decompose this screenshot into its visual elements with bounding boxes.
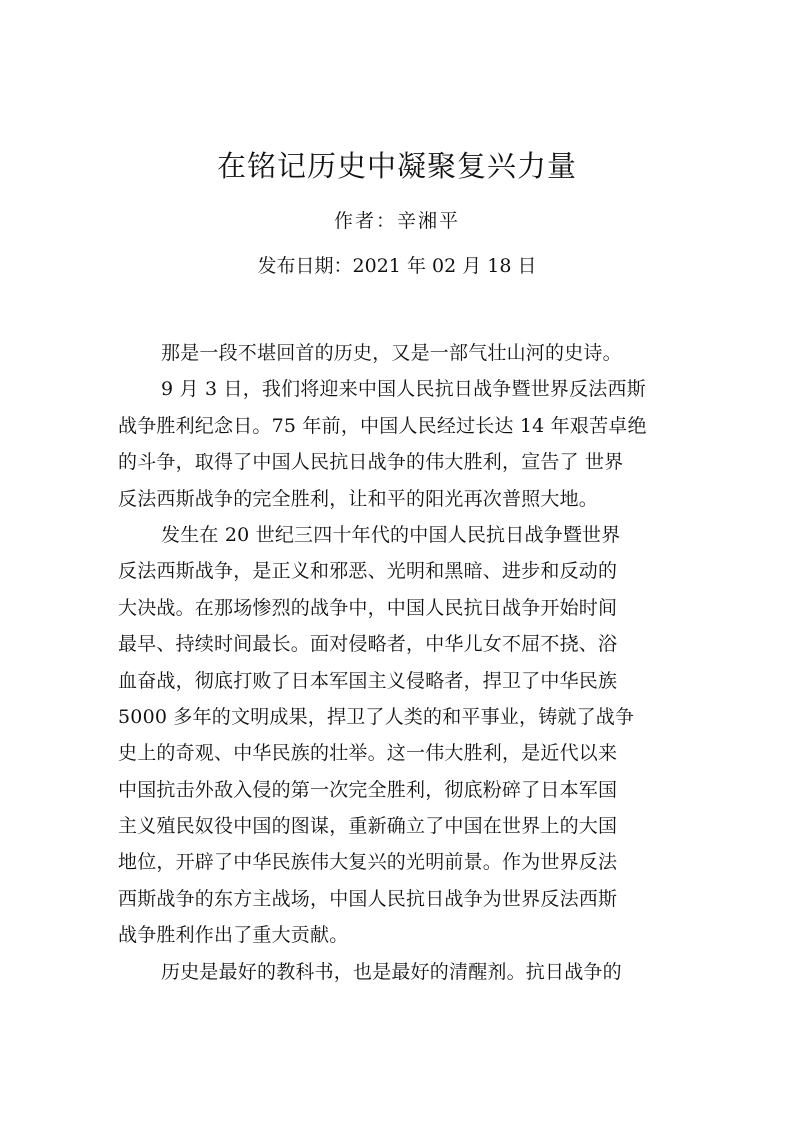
paragraph-2-line-1: 9 月 3 日，我们将迎来中国人民抗日战争暨世界反法西斯 <box>161 378 646 401</box>
paragraph-2-line-4: 反法西斯战争的完全胜利，让和平的阳光再次普照大地。 <box>118 487 599 510</box>
publish-date: 发布日期：2021 年 02 月 18 日 <box>257 255 537 277</box>
paragraph-4-line-1: 历史是最好的教科书，也是最好的清醒剂。抗日战争的 <box>161 960 622 983</box>
document-title: 在铭记历史中凝聚复兴力量 <box>216 149 577 183</box>
paragraph-2-line-3: 的斗争，取得了中国人民抗日战争的伟大胜利，宣告了 世界 <box>118 451 624 474</box>
paragraph-3-line-11: 西斯战争的东方主战场，中国人民抗日战争为世界反法西斯 <box>118 887 618 910</box>
paragraph-3-line-10: 地位，开辟了中华民族伟大复兴的光明前景。作为世界反法 <box>118 851 618 874</box>
paragraph-2-line-2: 战争胜利纪念日。75 年前，中国人民经过长达 14 年艰苦卓绝 <box>118 414 647 437</box>
paragraph-3-line-1: 发生在 20 世纪三四十年代的中国人民抗日战争暨世界 <box>161 523 621 546</box>
paragraph-3-line-6: 5000 多年的文明成果，捍卫了人类的和平事业，铸就了战争 <box>118 705 635 728</box>
paragraph-3-line-2: 反法西斯战争，是正义和邪恶、光明和黑暗、进步和反动的 <box>118 560 618 583</box>
paragraph-3-line-4: 最早、持续时间最长。面对侵略者，中华儿女不屈不挠、浴 <box>118 633 618 656</box>
paragraph-3-line-12: 战争胜利作出了重大贡献。 <box>118 924 349 947</box>
article-body <box>118 335 708 990</box>
paragraph-3-line-3: 大决战。在那场惨烈的战争中，中国人民抗日战争开始时间 <box>118 596 618 619</box>
paragraph-3-line-7: 史上的奇观、中华民族的壮举。这一伟大胜利，是近代以来 <box>118 742 618 765</box>
paragraph-3-line-8: 中国抗击外敌入侵的第一次完全胜利，彻底粉碎了日本军国 <box>118 778 618 801</box>
paragraph-1-line-1: 那是一段不堪回首的历史，又是一部气壮山河的史诗。 <box>161 342 622 364</box>
document-author: 作者：辛湘平 <box>333 210 460 232</box>
paragraph-3-line-9: 主义殖民奴役中国的图谋，重新确立了中国在世界上的大国 <box>118 815 618 838</box>
paragraph-3-line-5: 血奋战，彻底打败了日本军国主义侵略者，捍卫了中华民族 <box>118 669 618 692</box>
